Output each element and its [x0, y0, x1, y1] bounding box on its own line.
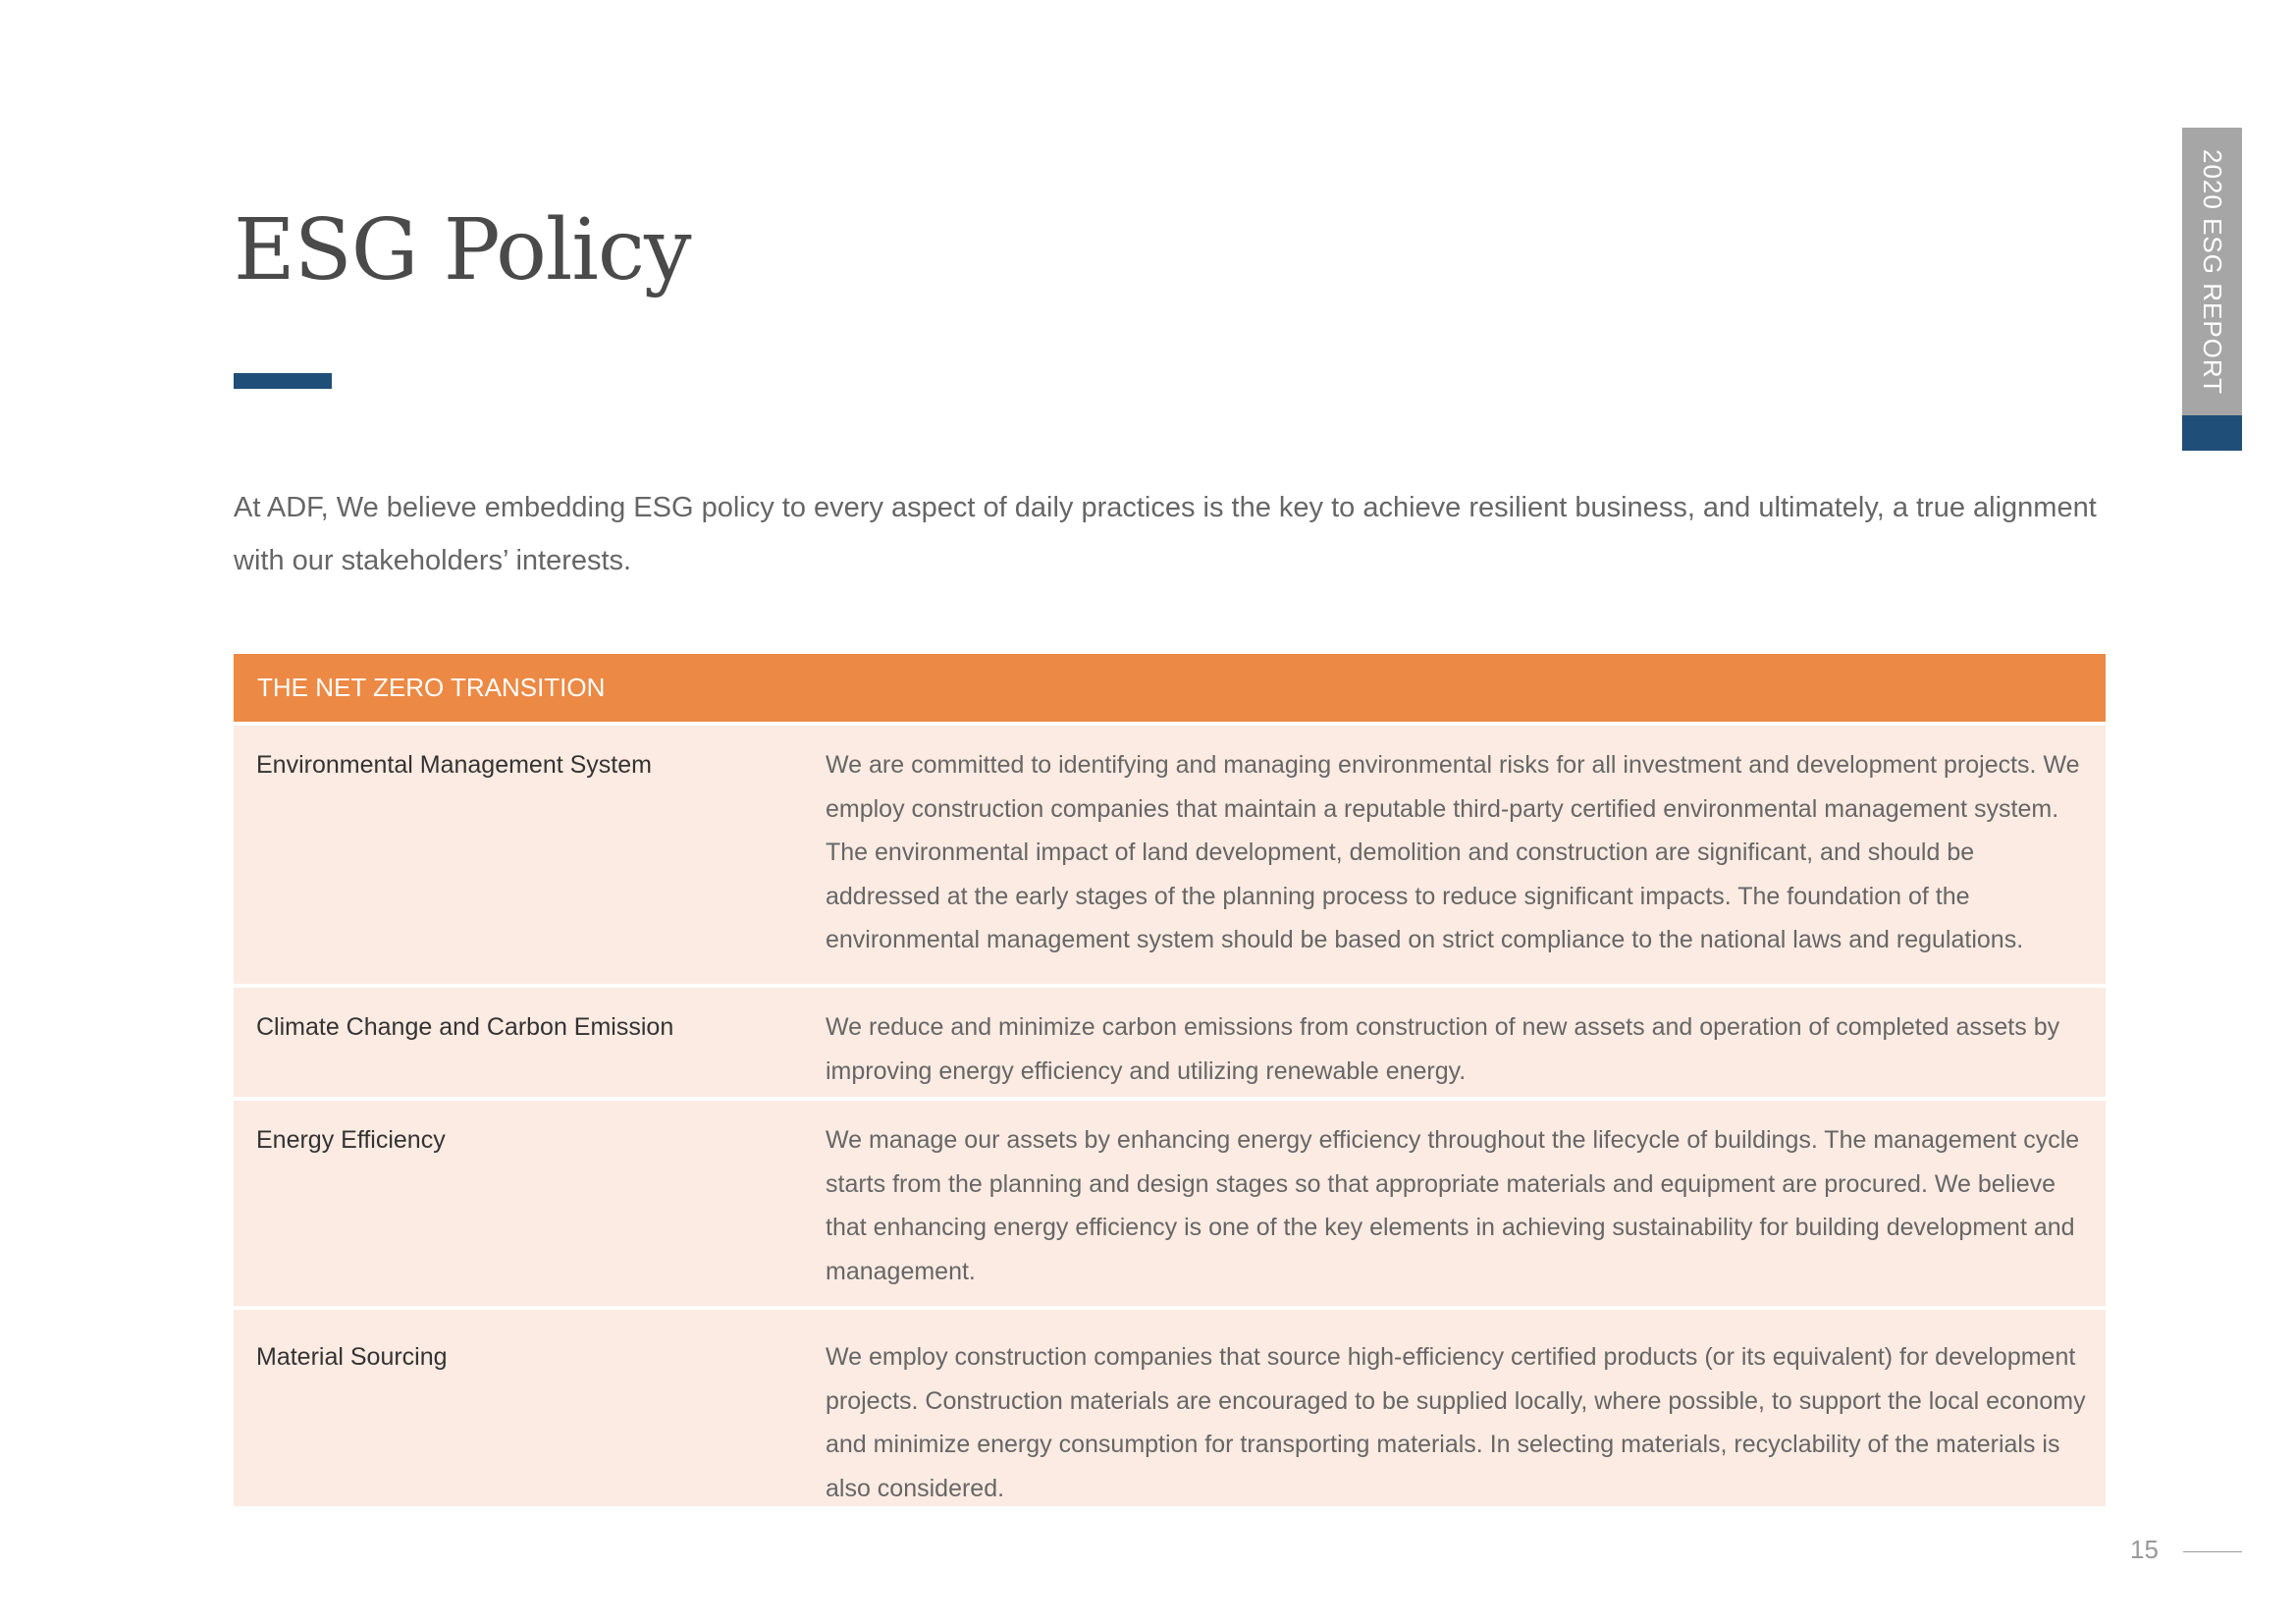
- side-tab-accent: [2182, 415, 2242, 451]
- table-row: [234, 726, 2106, 984]
- net-zero-table: [234, 654, 2106, 1506]
- page-number-rule: [2183, 1551, 2242, 1552]
- row-label: Environmental Management System: [256, 751, 652, 779]
- page-number: 15: [2130, 1535, 2159, 1564]
- side-tab-label: 2020 ESG REPORT: [2198, 149, 2227, 396]
- table-row: [234, 988, 2106, 1097]
- row-label: Material Sourcing: [256, 1343, 448, 1371]
- report-side-tab: [2182, 128, 2242, 415]
- table-row: [234, 1310, 2106, 1506]
- row-description: We are committed to identifying and managing environmental risks for all investment and development projects. We employ construction companies that maintain a reputable third-party certified environmental management system. The environmental impact of land development, demolition and construction are significant, and should be addressed at the early stages of the planning process to reduce significant impacts. The foundation of the environmental management system should be based on strict compliance to the national laws and regulations.: [826, 751, 2080, 953]
- table-row: [234, 1101, 2106, 1306]
- row-description: We manage our assets by enhancing energy efficiency throughout the lifecycle of buildings. The management cycle starts from the planning and design stages so that appropriate materials and equipment are procured. We believe that enhancing energy efficiency is one of the key elements in achieving sustainability for building development and management.: [826, 1126, 2080, 1285]
- table-header: THE NET ZERO TRANSITION: [234, 654, 2106, 722]
- row-label: Energy Efficiency: [256, 1126, 446, 1154]
- intro-paragraph: At ADF, We believe embedding ESG policy to every aspect of daily practices is the key to achieve resilient business, and ultimately, a true alignment with our stakeholders’ interests.: [234, 492, 2097, 576]
- row-label: Climate Change and Carbon Emission: [256, 1013, 674, 1041]
- row-description: We employ construction companies that source high-efficiency certified products (or its equivalent) for development projects. Construction materials are encouraged to be supplied locally, where possible, to support the local economy and minimize energy consumption for transporting materials. In selecting materials, recyclability of the materials is also considered.: [826, 1343, 2086, 1502]
- title-accent-bar: [234, 373, 332, 389]
- page-title: ESG Policy: [234, 201, 691, 299]
- row-description: We reduce and minimize carbon emissions from construction of new assets and operation of completed assets by improving energy efficiency and utilizing renewable energy.: [826, 1013, 2060, 1085]
